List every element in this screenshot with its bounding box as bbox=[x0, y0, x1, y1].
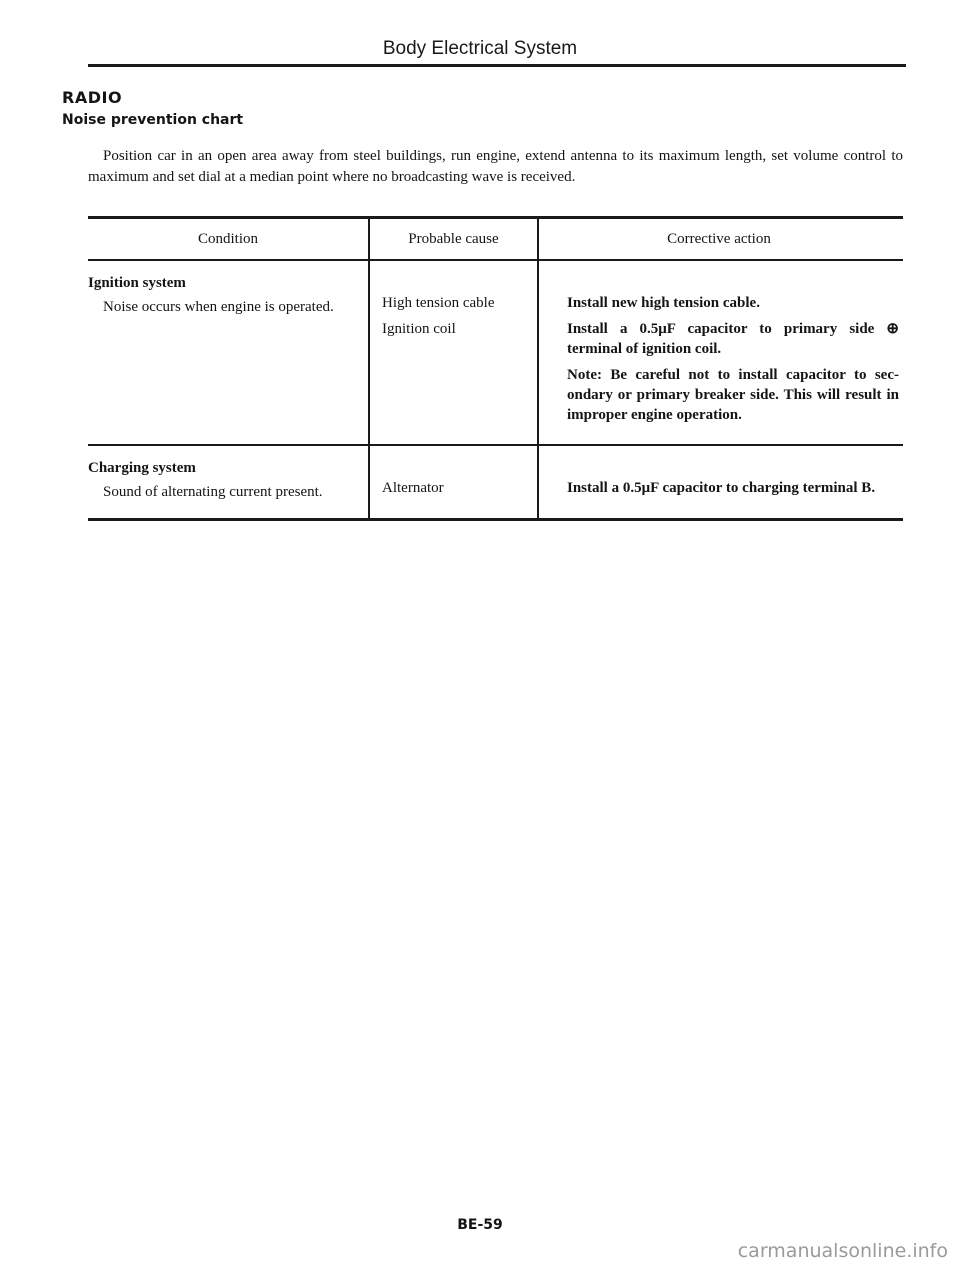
table-row bbox=[88, 261, 903, 444]
page-header-title: Body Electrical System bbox=[382, 38, 578, 59]
header-rule bbox=[88, 64, 906, 67]
cause-cell bbox=[370, 261, 539, 444]
header-probable-cause: Probable cause bbox=[370, 219, 539, 259]
cause-item: High tension cable bbox=[382, 295, 495, 311]
action-note: Note: Be careful not to install capacitor to sec- ondary or primary breaker side. This will result in improper engine operation. bbox=[567, 367, 899, 423]
condition-text: Noise occurs when engine is operated. bbox=[103, 299, 334, 315]
header-corrective-action: Corrective action bbox=[667, 231, 771, 247]
watermark: carmanualsonline.info bbox=[737, 1240, 948, 1262]
action-item: Install a 0.5μF capacitor to primary side ⊕ terminal of ignition coil. bbox=[567, 321, 899, 357]
section-subtitle: Noise prevention chart bbox=[62, 112, 244, 128]
condition-cell bbox=[88, 446, 370, 518]
cause-item: Alternator bbox=[382, 480, 444, 496]
cause-item: Ignition coil bbox=[382, 321, 456, 337]
action-cell bbox=[539, 446, 903, 518]
action-cell bbox=[539, 261, 903, 444]
condition-group-label: Ignition system bbox=[88, 275, 186, 291]
table-header-row bbox=[88, 219, 903, 259]
noise-prevention-table bbox=[88, 216, 903, 521]
table-bottom-rule bbox=[88, 518, 903, 521]
condition-text: Sound of alternating current present. bbox=[103, 484, 323, 500]
section-title: RADIO bbox=[62, 88, 123, 107]
condition-cell bbox=[88, 261, 370, 444]
intro-paragraph: Position car in an open area away from steel buildings, run engine, extend antenna to its maximum length, set volume control to maximum and set dial at a median point where no broadcasting wave is received. bbox=[88, 148, 903, 185]
header-condition: Condition bbox=[88, 219, 370, 259]
cause-cell bbox=[370, 446, 539, 518]
action-item: Install a 0.5μF capacitor to charging terminal B. bbox=[567, 480, 876, 496]
table-row bbox=[88, 446, 903, 518]
condition-group-label: Charging system bbox=[88, 460, 196, 476]
page-number: BE-59 bbox=[457, 1217, 503, 1233]
action-item: Install new high tension cable. bbox=[567, 295, 760, 311]
